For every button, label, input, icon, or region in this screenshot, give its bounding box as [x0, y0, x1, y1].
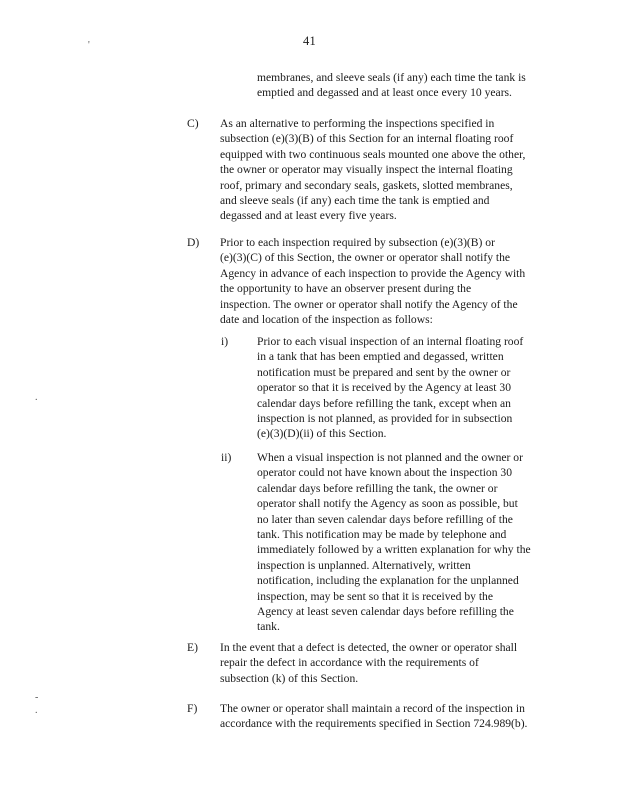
paragraph-line: subsection (k) of this Section.: [220, 671, 359, 685]
paragraph-line: Prior to each visual inspection of an internal floating roof: [257, 335, 524, 348]
subitem-label: i): [221, 335, 229, 348]
paragraph-line: immediately followed by a written explanation for why the: [257, 543, 531, 557]
item-text: [220, 235, 560, 327]
paragraph-line: inspection is not planned, as provided for in subsection: [257, 412, 513, 426]
paragraph-line: tank.: [257, 620, 280, 634]
paragraph-line: repair the defect in accordance with the requirements of: [220, 656, 479, 670]
paragraph-line: membranes, and sleeve seals (if any) each time the tank is: [257, 71, 526, 84]
paragraph-line: degassed and at least every five years.: [220, 209, 397, 223]
page-number: 41: [303, 34, 317, 48]
paragraph-line: in a tank that has been emptied and degassed, written: [257, 350, 504, 364]
paragraph-line: the opportunity to have an observer present during the: [220, 282, 472, 296]
margin-mark: -: [35, 692, 39, 703]
paragraph-line: The owner or operator shall maintain a record of the inspection in: [220, 702, 525, 715]
paragraph-line: date and location of the inspection as follows:: [220, 313, 433, 327]
margin-mark: .: [35, 392, 38, 403]
item-label: F): [187, 702, 198, 715]
paragraph-line: calendar days before refilling the tank, except when an: [257, 396, 511, 410]
paragraph-line: no later than seven calendar days before refilling of the: [257, 512, 513, 526]
paragraph-line: accordance with the requirements specified in Section 724.989(b).: [220, 717, 528, 731]
paragraph-line: emptied and degassed and at least once every 10 years.: [257, 86, 512, 100]
subitem-text: [257, 450, 557, 635]
paragraph-line: operator could not have known about the inspection 30: [257, 466, 513, 480]
margin-mark: ': [88, 40, 90, 51]
item-label: E): [187, 641, 198, 654]
subitem-text: [257, 334, 557, 442]
item-text: [220, 640, 560, 686]
paragraph-line: (e)(3)(D)(ii) of this Section.: [257, 427, 387, 441]
paragraph-line: notification, including the explanation for the unplanned: [257, 574, 519, 588]
paragraph-line: inspection. The owner or operator shall notify the Agency of the: [220, 297, 518, 311]
paragraph-line: the owner or operator may visually inspect the internal floating: [220, 163, 513, 177]
paragraph-line: As an alternative to performing the inspections specified in: [220, 117, 495, 130]
paragraph-line: In the event that a defect is detected, the owner or operator shall: [220, 641, 518, 654]
paragraph-line: tank. This notification may be made by telephone and: [257, 528, 507, 542]
paragraph-line: operator shall notify the Agency as soon as possible, but: [257, 497, 518, 511]
paragraph-line: Agency in advance of each inspection to provide the Agency with: [220, 266, 526, 280]
paragraph-line: inspection, may be sent so that it is received by the: [257, 589, 494, 603]
paragraph-line: calendar days before refilling the tank, the owner or: [257, 481, 498, 495]
paragraph-line: roof, primary and secondary seals, gaskets, slotted membranes,: [220, 178, 513, 192]
paragraph-line: When a visual inspection is not planned and the owner or: [257, 451, 523, 464]
margin-mark: .: [35, 705, 38, 716]
paragraph-line: subsection (e)(3)(B) of this Section for an internal floating roof: [220, 132, 514, 146]
paragraph-line: Agency at least seven calendar days before refilling the: [257, 605, 514, 619]
paragraph-line: operator so that it is received by the Agency at least 30: [257, 381, 512, 395]
item-text: [220, 116, 560, 224]
paragraph-line: and sleeve seals (if any) each time the tank is emptied and: [220, 194, 490, 208]
item-text: [220, 701, 560, 732]
item-label: D): [187, 236, 200, 249]
paragraph-line: notification must be prepared and sent by the owner or: [257, 365, 511, 379]
paragraph-line: Prior to each inspection required by subsection (e)(3)(B) or: [220, 236, 495, 249]
continuation-paragraph: [257, 70, 526, 101]
paragraph-line: equipped with two continuous seals mounted one above the other,: [220, 147, 526, 161]
paragraph-line: (e)(3)(C) of this Section, the owner or operator shall notify the: [220, 251, 511, 265]
paragraph-line: inspection is unplanned. Alternatively, written: [257, 558, 471, 572]
item-label: C): [187, 117, 199, 130]
subitem-label: ii): [221, 451, 232, 464]
